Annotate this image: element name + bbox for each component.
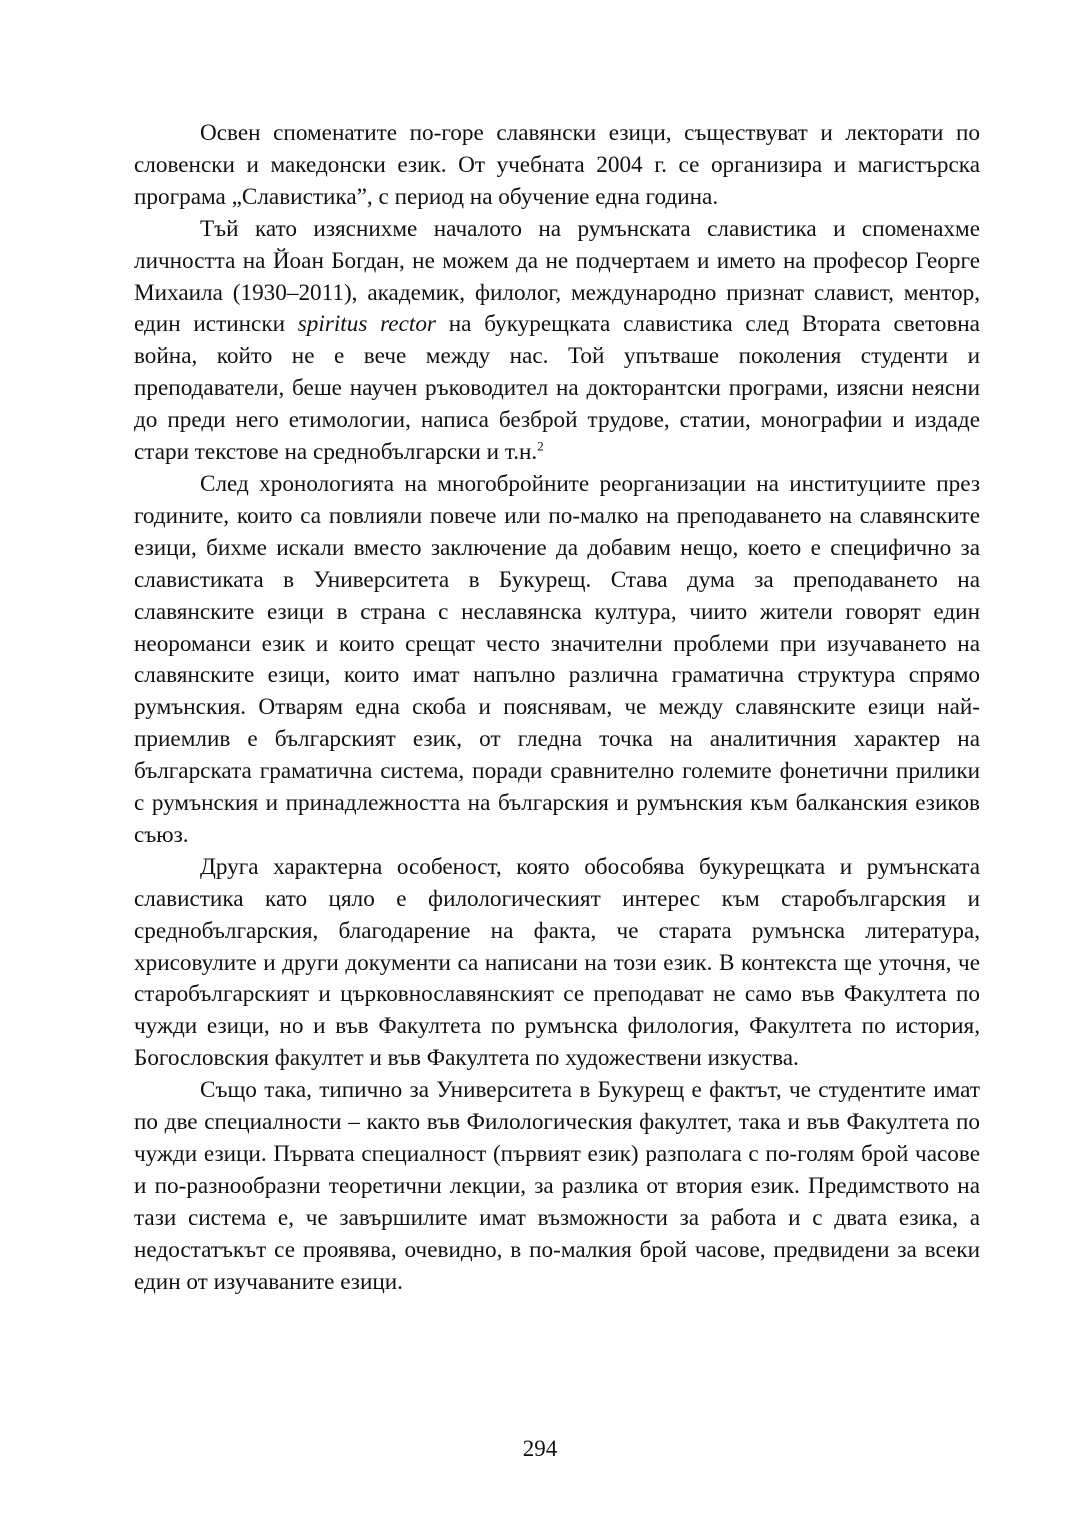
paragraph-text: Друга характерна особеност, която обособява букурещката и румънската славистика като цяло е филологическият интерес към старобългарския и среднобългарския, благодарение на факта, че старата румънска литература, хрисовулите и други документи са написани на този език. В контекста ще уточня, че старобългарският и църковнославянският се преподават не само във Факултета по чужди езици, но и във Факултета по румънска филология, Факултета по история, Богословския факултет и във Факултета по художествени изкуства. [134, 853, 980, 1072]
page-number: 294 [522, 1436, 558, 1461]
footnote-marker: 2 [537, 438, 544, 454]
paragraph-4 [134, 852, 980, 1075]
paragraph-text: Също така, типично за Университета в Букурещ е фактът, че студентите имат по две специалности – както във Филологическия факултет, така и във Факултета по чужди езици. Първата специалност (първият език) разполага с по-голям брой часове и по-разнообразни теоретични лекции, за разлика от втория език. Предимството на тази система е, че завършилите имат възможности за работа и с двата езика, а недостатъкът се проявява, очевидно, в по-малкия брой часове, предвидени за всеки един от изучаваните езици. [134, 1077, 980, 1295]
paragraph-1 [134, 118, 980, 214]
paragraph-text: След хронологията на многобройните реорганизации на институциите през годините, които са повлияли повече или по-малко на преподаването на славянските езици, бихме искали вместо заключение да добавим нещо, което е специфично за славистиката в Университета в Букурещ. Става дума за преподаването на славянските езици в страна с неславянска култура, чиито жители говорят един неороманси език и които срещат често значителни проблеми при изучаването на славянските езици, които имат напълно различна граматична структура спрямо румънския. Отварям една скоба и пояснявам, че между славянските езици най-приемлив е българският език, от гледна точка на аналитичния характер на българската граматична система, поради сравнително големите фонетични прилики с румънския и принадлежността на българския и румънския към балканския езиков съюз. [134, 470, 980, 848]
paragraph-5 [134, 1075, 980, 1298]
paragraph-text: Тъй като изяснихме началото на румънската славистика и споменахме личността на Йоан Богдан, не можем да не подчертаем и името на професор Георге Михаила (1930–2011), академик, филолог, международно признат славист, ментор, един истински [134, 215, 980, 338]
paragraph-text: Освен споменатите по-горе славянски езици, съществуват и лекторати по словенски и македонски език. От учебната 2004 г. се организира и магистърска програма „Славистика”, с период на обучение една година. [134, 120, 980, 210]
italic-phrase: spiritus rector [297, 311, 436, 338]
body-text [134, 118, 980, 1299]
paragraph-3 [134, 469, 980, 852]
paragraph-2 [134, 214, 980, 469]
paragraph-text: на букурещката славистика след Втората световна война, който не е вече между нас. Той упътваше поколения студенти и преподаватели, беше научен ръководител на докторантски програми, изясни неясни до преди него етимологии, написа безброй трудове, статии, монографии и издаде стари текстове на среднобългарски и т.н. [134, 311, 980, 466]
